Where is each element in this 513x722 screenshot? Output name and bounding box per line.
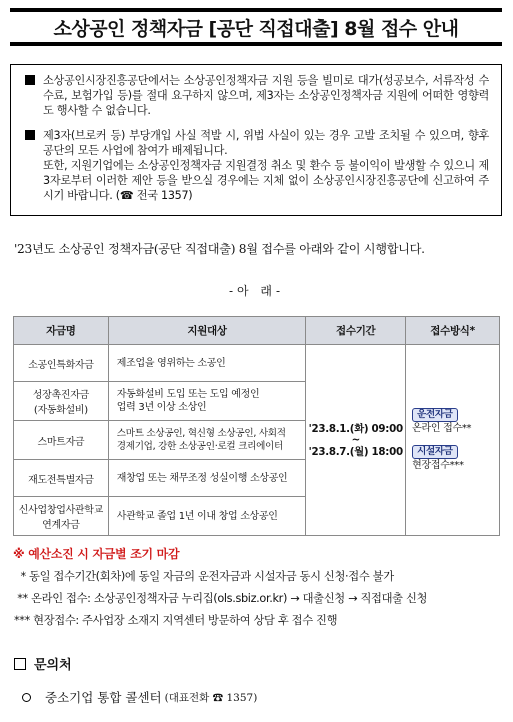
footnote-single: * 동일 접수기간(회차)에 동일 자금의 운전자금과 시설자금 동시 신청·접수 불가 [14, 570, 394, 583]
fund-target: 사관학교 졸업 1년 이내 창업 소상공인 [108, 497, 306, 536]
method-online: 온라인 접수** [412, 423, 472, 434]
fund-name: 스마트자금 [14, 421, 109, 460]
period-cell [306, 345, 406, 536]
working-capital-tag: 운전자금 [412, 408, 458, 422]
notice-text-broker: 제3자(브로커 등) 부당개입 사실 적발 시, 위법 사실이 있는 경우 고발 조치될 수 있으며, 향후 공단의 모든 사업에 참여가 배제됩니다. [43, 129, 489, 157]
method-onsite: 현장접수*** [412, 460, 464, 471]
square-bullet-icon [25, 75, 35, 85]
fund-target: 스마트 소상공인, 혁신형 소상공인, 사회적 경제기업, 강한 소상공인·로컬 크리에이터 [108, 421, 306, 460]
header-target: 지원대상 [108, 317, 306, 345]
contact-line [22, 688, 257, 706]
below-heading: -아 래- [228, 284, 285, 298]
period-separator: ~ [351, 433, 360, 446]
contact-center: 중소기업 통합 콜센터 [45, 690, 162, 705]
inquiry-heading-text: 문의처 [34, 658, 72, 673]
fund-target: 자동화설비 도입 또는 도입 예정인 업력 3년 이상 소상인 [108, 382, 306, 421]
notice-item-broker [25, 128, 489, 203]
footnotes [14, 566, 504, 632]
fund-table [13, 316, 500, 536]
header-period: 접수기간 [306, 317, 406, 345]
footnote-online: ** 온라인 접수: 소상공인정책자금 누리집(ols.sbiz.or.kr) → 대출신청 → 직접대출 신청 [14, 592, 428, 605]
notice-item-fees [25, 73, 489, 118]
fund-name: 신사업창업사관학교 연계자금 [14, 497, 109, 536]
budget-note: ※ 예산소진 시 자금별 조기 마감 [13, 547, 180, 561]
period-start: '23.8.1.(화) 09:00 [308, 422, 403, 435]
fund-name: 소공인특화자금 [14, 345, 109, 382]
notice-box [10, 64, 502, 216]
fund-name: 재도전특별자금 [14, 460, 109, 497]
intro-text: '23년도 소상공인 정책자금(공단 직접대출) 8월 접수를 아래와 같이 시행합니다. [14, 242, 425, 256]
fund-target: 제조업을 영위하는 소공인 [108, 345, 306, 382]
notice-text-report: 또한, 지원기업에는 소상공인정책자금 지원결정 취소 및 환수 등 불이익이 발생할 수 있으니 제3자로부터 이러한 제안 등을 받으실 경우에는 지체 없이 소상공인시장진흥공단에 신고하여 주시기 바랍니다. (☎ 전국 1357) [43, 159, 489, 202]
page-title: 소상공인 정책자금 [공단 직접대출] 8월 접수 안내 [53, 17, 459, 40]
fund-target: 재창업 또는 채무조정 성실이행 소상공인 [108, 460, 306, 497]
header-method: 접수방식* [406, 317, 500, 345]
facility-capital-tag: 시설자금 [412, 445, 458, 459]
inquiry-heading [14, 654, 72, 673]
square-bullet-icon [25, 130, 35, 140]
table-row [14, 345, 500, 382]
period-end: '23.8.7.(월) 18:00 [308, 445, 403, 458]
table-header-row [14, 317, 500, 345]
contact-phone: (대표전화 ☎ 1357) [164, 691, 258, 704]
header-fund-name: 자금명 [14, 317, 109, 345]
circle-bullet-icon [22, 693, 31, 702]
title-bar [10, 8, 502, 46]
footnote-onsite: *** 현장접수: 주사업장 소재지 지역센터 방문하여 상담 후 접수 진행 [14, 614, 338, 627]
checkbox-square-icon [14, 658, 26, 670]
notice-text-fees: 소상공인시장진흥공단에서는 소상공인정책자금 지원 등을 빌미로 대가(성공보수, 서류작성 수수료, 보험가입 등)를 절대 요구하지 않으며, 제3자는 소상공인정책자금 지원에 어떠한 영향력도 행사할 수 없습니다. [43, 74, 489, 117]
fund-name: 성장촉진자금 (자동화설비) [14, 382, 109, 421]
method-cell [406, 345, 500, 536]
